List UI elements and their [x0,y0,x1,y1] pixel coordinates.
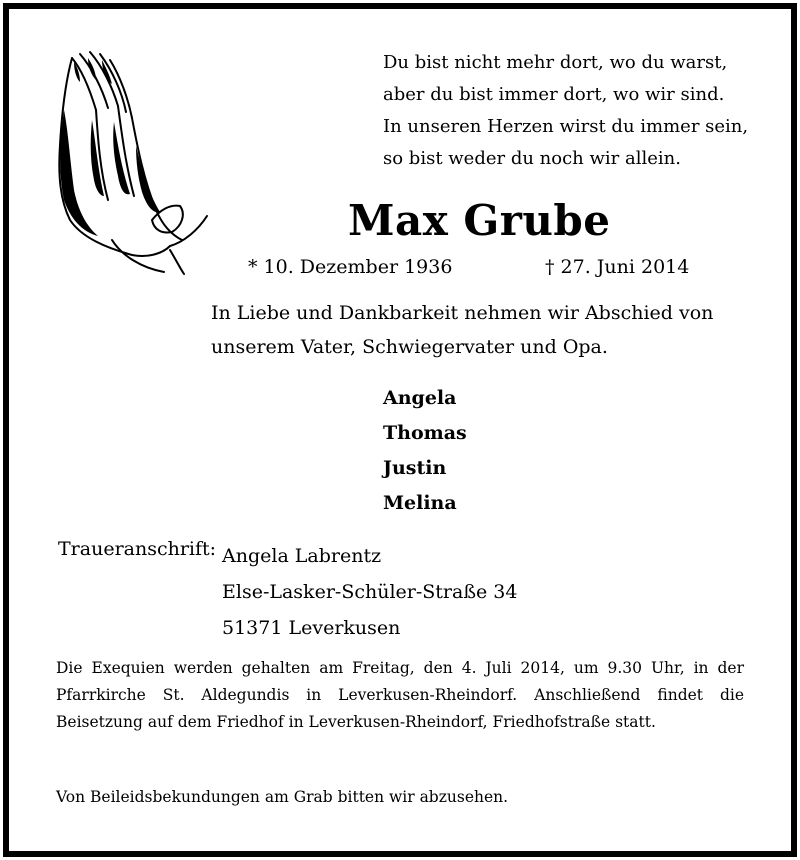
service-details: Die Exequien werden gehalten am Freitag, den 4. Juli 2014, um 9.30 Uhr, in der Pfarrkirche St. Aldegundis in Leverkusen-Rheindorf. Anschließend findet die Beisetzung auf dem Friedhof in Leverkusen-Rheindorf, Friedhofstraße statt. [56,659,744,731]
condolence-note: Von Beileidsbekundungen am Grab bitten wir abzusehen. [56,788,509,806]
mourner-name: Melina [383,492,457,514]
mourners-list [383,381,467,521]
death-date: † 27. Juni 2014 [545,256,690,278]
mourner-name: Thomas [383,422,467,444]
poem-line: Du bist nicht mehr dort, wo du warst, [383,52,728,73]
address-line: Angela Labrentz [222,545,382,567]
mourning-address [222,538,517,646]
birth-date: * 10. Dezember 1936 [248,256,453,278]
poem [383,47,748,175]
mourner-name: Angela [383,387,457,409]
address-line: Else-Lasker-Schüler-Straße 34 [222,581,518,603]
address-label: Traueranschrift: [58,538,217,560]
farewell-line: unserem Vater, Schwiegervater und Opa. [211,336,608,358]
poem-line: In unseren Herzen wirst du immer sein, [383,116,749,137]
praying-hands-icon [52,50,212,275]
poem-line: so bist weder du noch wir allein. [383,148,681,169]
farewell-line: In Liebe und Dankbarkeit nehmen wir Abschied von [211,302,714,324]
mourner-name: Justin [383,457,447,479]
poem-line: aber du bist immer dort, wo wir sind. [383,84,725,105]
farewell-text [211,296,713,364]
deceased-name: Max Grube [348,196,611,245]
address-line: 51371 Leverkusen [222,617,401,639]
